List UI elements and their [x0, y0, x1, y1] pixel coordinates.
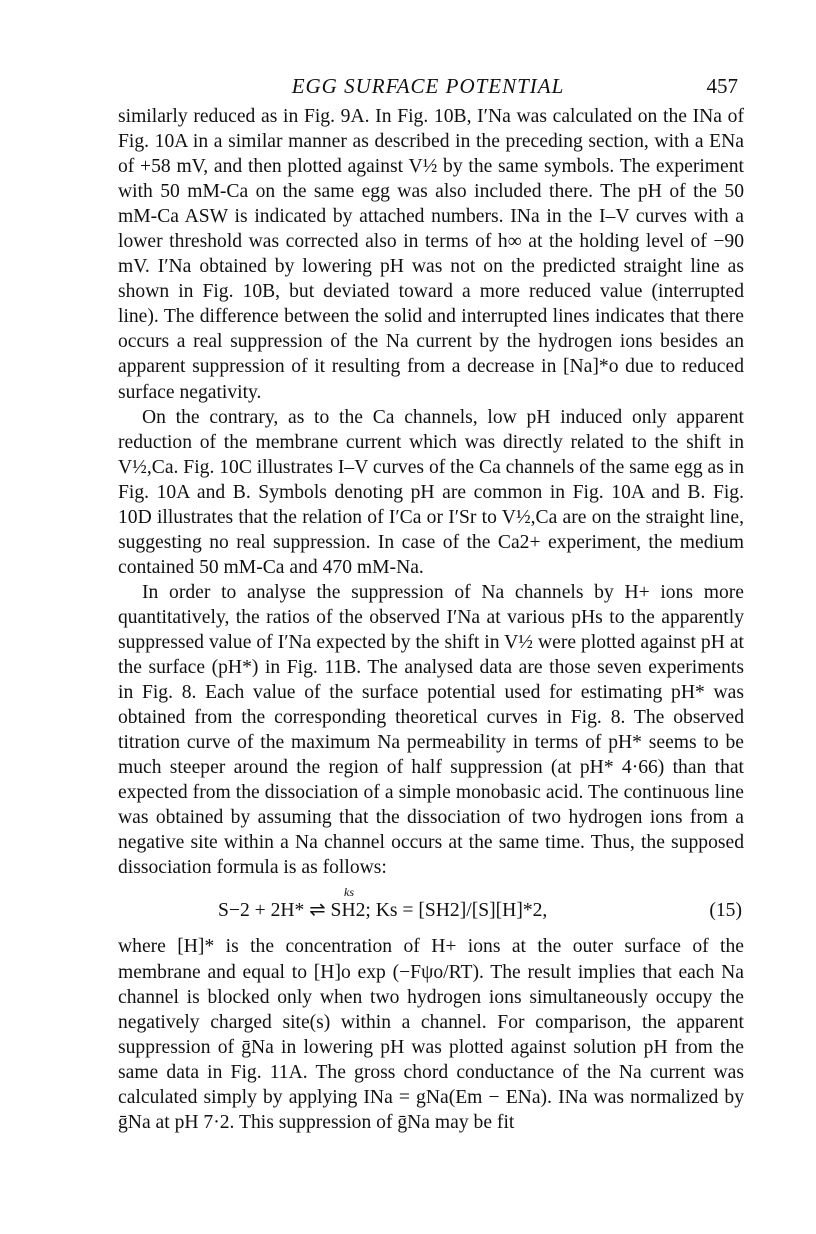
article-body [118, 104, 744, 1135]
equation-body: S−2 + 2H* ⇌ SH2; Ks = [SH2]/[S][H]*2, [218, 900, 548, 922]
page-number: 457 [706, 74, 738, 98]
equation-15 [118, 880, 744, 934]
running-title: EGG SURFACE POTENTIAL [291, 74, 565, 98]
equation-number: (15) [709, 900, 742, 922]
paragraph-1: similarly reduced as in Fig. 9A. In Fig. 10B, I′Na was calculated on the INa of Fig. 10A in a similar manner as described in the preceding section, with a ENa of +58 mV, and then plotted against V½ by the same symbols. The experiment with 50 mM-Ca on the same egg was also included there. The pH of the 50 mM-Ca ASW is indicated by attached numbers. INa in the I–V curves with a lower threshold was corrected also in terms of h∞ at the holding level of −90 mV. I′Na obtained by lowering pH was not on the predicted straight line as shown in Fig. 10B, but deviated toward a more reduced value (interrupted line). The difference between the solid and interrupted lines indicates that there occurs a real suppression of the Na current by the hydrogen ions besides an apparent suppression of it resulting from a decrease in [Na]*o due to reduced surface negativity. [118, 106, 744, 403]
paragraph-3: In order to analyse the suppression of Na channels by H+ ions more quantitatively, the ratios of the observed I′Na at various pHs to the apparently suppressed value of I′Na expected by the shift in V½ were plotted against pH at the surface (pH*) in Fig. 11B. The analysed data are those seven experiments in Fig. 8. Each value of the surface potential used for estimating pH* was obtained from the corresponding theoretical curves in Fig. 8. The observed titration curve of the maximum Na permeability in terms of pH* seems to be much steeper around the region of half suppression (at pH* 4·66) than that expected from the dissociation of a simple monobasic acid. The continuous line was obtained by assuming that the dissociation of two hydrogen ions from a negative site within a Na channel occurs at the same time. Thus, the supposed dissociation formula is as follows: [118, 581, 744, 879]
equation-arrow-label: ks [344, 885, 354, 900]
paragraph-2: On the contrary, as to the Ca channels, low pH induced only apparent reduction of the membrane current which was directly related to the shift in V½,Ca. Fig. 10C illustrates I–V curves of the Ca channels of the same egg as in Fig. 10A and B. Symbols denoting pH are common in Fig. 10A and B. Fig. 10D illustrates that the relation of I′Ca or I′Sr to V½,Ca are on the straight line, suggesting no real suppression. In case of the Ca2+ experiment, the medium contained 50 mM-Ca and 470 mM-Na. [118, 406, 744, 578]
paragraph-4: where [H]* is the concentration of H+ ions at the outer surface of the membrane and equal to [H]o exp (−Fψo/RT). The result implies that each Na channel is blocked only when two hydrogen ions simultaneously occupy the negatively charged site(s) within a channel. For comparison, the apparent suppression of ḡNa in lowering pH was plotted against solution pH from the same data in Fig. 11A. The gross chord conductance of the Na current was calculated simply by applying INa = gNa(Em − ENa). INa was normalized by ḡNa at pH 7·2. This suppression of ḡNa may be fit [118, 936, 744, 1133]
page-header [118, 74, 738, 102]
